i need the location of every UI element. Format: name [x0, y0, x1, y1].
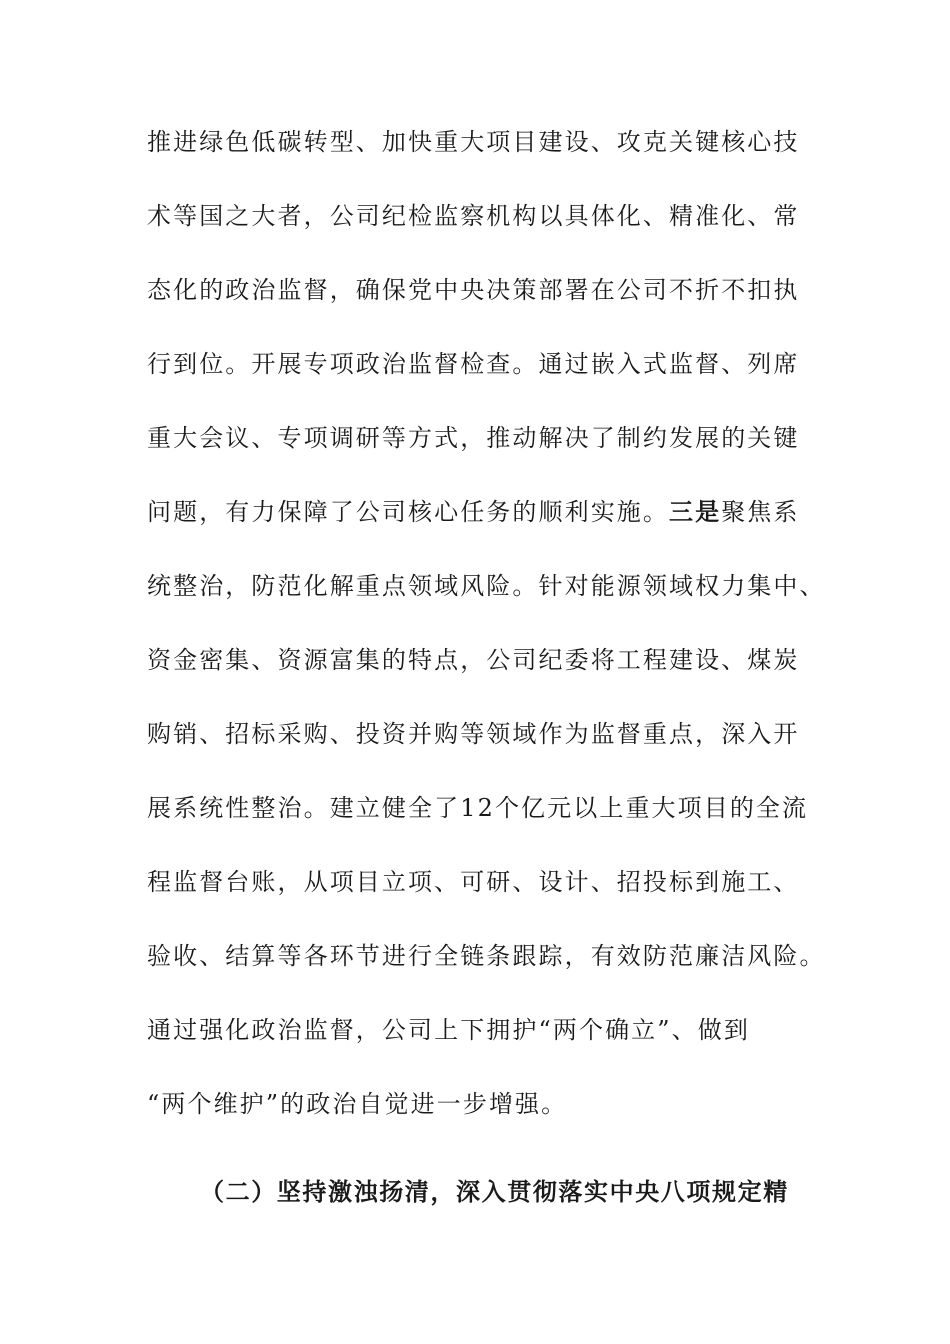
text-line: 资金密集、资源富集的特点，公司纪委将工程建设、煤炭: [147, 646, 800, 674]
text-segment: 聚焦系: [721, 498, 800, 526]
text-line: 购销、招标采购、投资并购等领域作为监督重点，深入开: [147, 720, 800, 748]
text-line: 展系统性整治。建立健全了12个亿元以上重大项目的全流: [147, 794, 809, 822]
bold-emphasis: 三是: [669, 497, 722, 526]
text-line: 态化的政治监督，确保党中央决策部署在公司不折不扣执: [147, 276, 800, 304]
body-paragraph: [147, 120, 826, 1156]
text-line: 术等国之大者，公司纪检监察机构以具体化、精准化、常: [147, 202, 800, 230]
section-heading: （二）坚持激浊扬清，深入贯彻落实中央八项规定精: [200, 1177, 789, 1206]
text-line: 推进绿色低碳转型、加快重大项目建设、攻克关键核心技: [147, 128, 800, 156]
text-segment: 问题，有力保障了公司核心任务的顺利实施。: [147, 498, 669, 526]
text-line: 行到位。开展专项政治监督检查。通过嵌入式监督、列席: [147, 350, 800, 378]
text-line: 验收、结算等各环节进行全链条跟踪，有效防范廉洁风险。: [147, 942, 826, 970]
text-line: 通过强化政治监督，公司上下拥护“两个确立”、做到: [147, 1016, 750, 1044]
text-line: 统整治，防范化解重点领域风险。针对能源领域权力集中、: [147, 572, 826, 600]
text-line-with-emphasis: [147, 490, 807, 564]
text-line: 重大会议、专项调研等方式，推动解决了制约发展的关键: [147, 424, 800, 452]
text-line: 程监督台账，从项目立项、可研、设计、招投标到施工、: [147, 868, 800, 896]
text-line: “两个维护”的政治自觉进一步增强。: [147, 1090, 568, 1118]
